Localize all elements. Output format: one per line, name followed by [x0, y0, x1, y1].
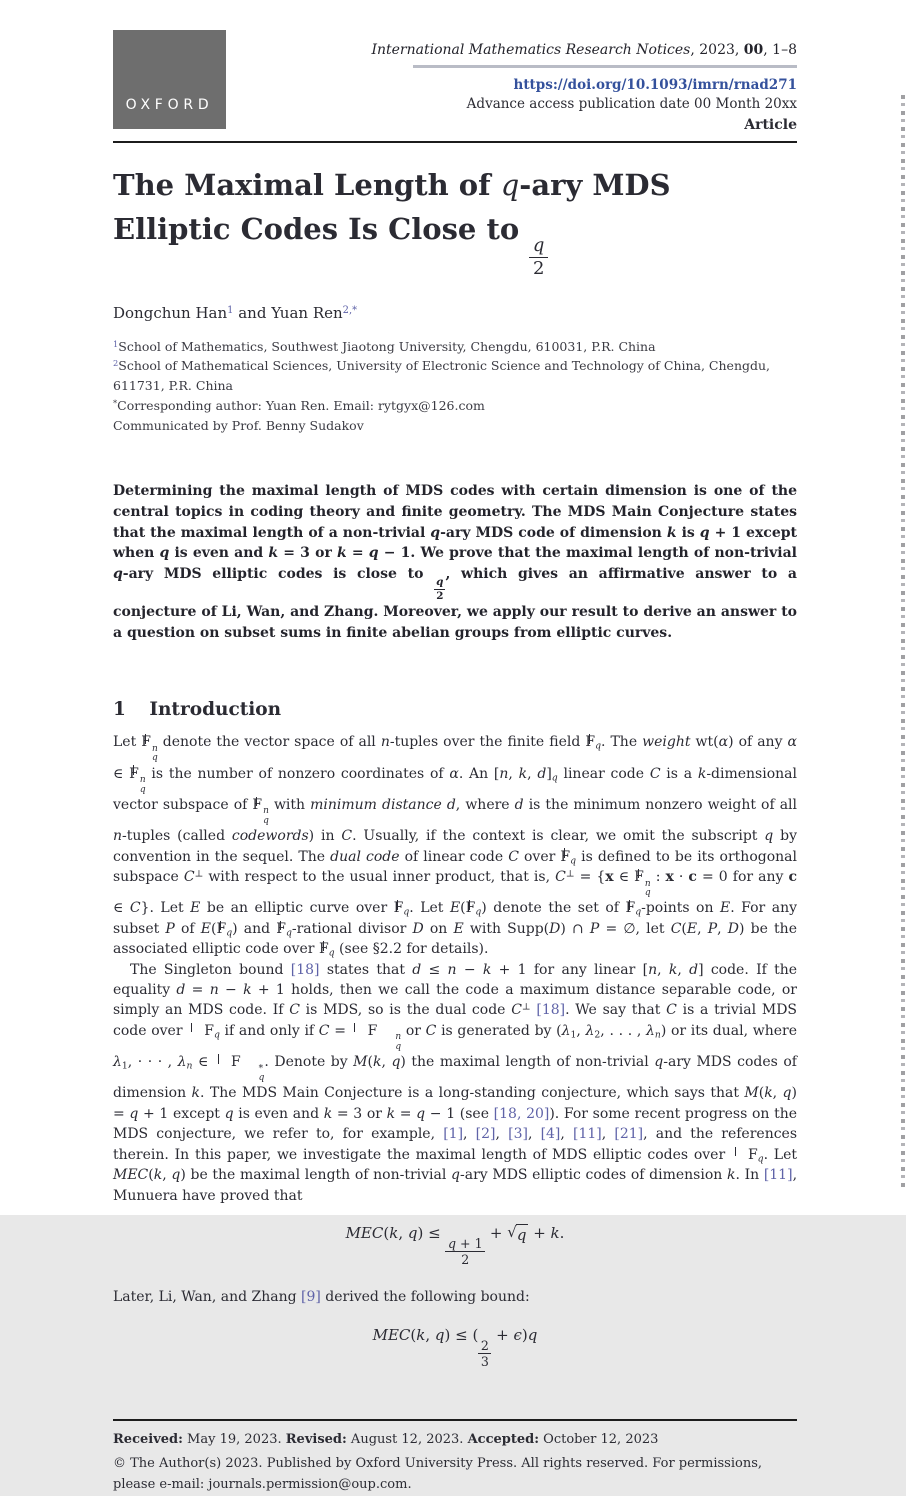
citation-link[interactable]: [4] — [540, 1126, 561, 1143]
article-type-label: Article — [744, 117, 797, 133]
later-bound-paragraph: Later, Li, Wan, and Zhang [9] derived the following bound: — [113, 1289, 530, 1306]
doi-link[interactable]: https://doi.org/10.1093/imrn/rnad271 — [513, 77, 797, 93]
citation-link[interactable]: [3] — [508, 1126, 528, 1143]
citation-link[interactable]: [18] — [536, 1002, 566, 1019]
oxford-logo-text: OXFORD — [125, 97, 214, 113]
citation-link[interactable]: [1] — [443, 1126, 464, 1143]
journal-citation: International Mathematics Research Notices, 2023, 00, 1–8 — [371, 42, 797, 58]
section-title: Introduction — [149, 699, 282, 721]
communicated-by-line: Communicated by Prof. Benny Sudakov — [113, 417, 364, 433]
section-number: 1 — [113, 699, 126, 721]
citation-link[interactable]: [11] — [573, 1126, 602, 1143]
citation-link[interactable]: 2 — [113, 358, 119, 369]
footer-rule — [113, 1419, 797, 1421]
citation-link[interactable]: 1 — [227, 304, 234, 316]
equation-li-wan-zhang-bound: MEC(k, q) ≤ ( $\frac{2}{3}$ + ϵ)q — [372, 1325, 538, 1369]
intro-paragraph-2: The Singleton bound [18] states that d ≤ n − k + 1 for any linear [n, k, d] code. If the equality d = n − k + 1 holds, then we call the code a maximum distance separable code, or simply an MDS code. If C is MDS, so is the dual code C⊥ [18]. We say that C is a trivial MDS code over $F_q$ if and only if C = F n q or C is generated by ($\lambda_1$, $\lambda_2$, . . . , $\lambda_n$) or its dual, where $\lambda_1$, · · · , $\lambda_n$ ∈ F * q . Denote by M(k, q) the maximal length of non-trivial q-ary MDS codes of dimension k. The MDS Main Conjecture is a long-standing conjecture, which says that M(k, q) = q + 1 except q is even and k = 3 or k = q − 1 (see [18, 20]). For some recent progress on the MDS conjecture, we refer to, for example, [1], [2], [3], [4], [11], [21], and the references therein. In this paper, we investigate the maximal length of MDS elliptic codes over $F_q$. Let MEC(k, q) be the maximal length of non-trivial q-ary MDS elliptic codes of dimension k. In [11], Munuera have proved that — [113, 961, 798, 1204]
citation-link[interactable]: 1 — [113, 338, 119, 349]
affiliations — [113, 337, 797, 436]
equation-munuera-bound: MEC(k, q) ≤ $\frac{q + 1}{2}$ + √ q + k. — [345, 1223, 565, 1268]
citation-link[interactable]: [9] — [301, 1289, 321, 1306]
citation-link[interactable]: [11] — [763, 1167, 793, 1184]
header-right — [371, 30, 797, 133]
citation-link[interactable]: [2] — [475, 1126, 496, 1143]
affiliation-2: $^2$School of Mathematical Sciences, University of Electronic Science and Technology of China, Chengdu, 611731, P.R. China — [113, 358, 771, 394]
intro-paragraph-1: Let F n q denote the vector space of all n-tuples over the finite field $F_q$. The weight wt(α) of any α ∈ F n q is the number of nonzero coordinates of α. An [n, k, $d]_q$ linear code C is a k-dimensional vector subspace of F n q with minimum distance d, where d is the minimum nonzero weight of all n-tuples (called codewords) in C. Usually, if the context is clear, we omit the subscript q by convention in the sequel. The dual code of linear code C over $F_q$ is defined to be its orthogonal subspace C⊥ with respect to the usual inner product, that is, C⊥ = {x ∈ F n q : x · c = 0 for any c ∈ C}. Let E be an elliptic curve over $F_q$. Let $E(F_q)$ denote the set of $F_q$-points on E. For any subset P of $E(F_q)$ and $F_q$-rational divisor D on E with Supp(D) ∩ P = ∅, let C(E, P, D) be the associated elliptic code over $F_q$ (see §2.2 for details). — [113, 734, 798, 959]
oxford-logo — [113, 30, 226, 129]
header — [113, 30, 797, 133]
citation-link[interactable]: 2,* — [342, 304, 358, 316]
paper-title: The Maximal Length of q-ary MDS Elliptic Codes Is Close to $\frac{q}{2}$ — [113, 168, 671, 280]
header-divider — [413, 65, 797, 68]
affiliation-1: $^1$School of Mathematics, Southwest Jiaotong University, Chengdu, 610031, P.R. China — [113, 338, 656, 354]
abstract: Determining the maximal length of MDS codes with certain dimension is one of the central topics in coding theory and finite geometry. The MDS Main Conjecture states that the maximal length of a non-trivial q-ary MDS code of dimension k is q + 1 except when q is even and k = 3 or k = q − 1. We prove that the maximal length of non-trivial q-ary MDS elliptic codes is close to $\frac{q}{2}$ , which gives an affirmative answer to a conjecture of Li, Wan, and Zhang. Moreover, we apply our result to derive an answer to a question on subset sums in finite abelian groups from elliptic curves. — [113, 483, 797, 641]
citation-link[interactable]: [21] — [614, 1126, 644, 1143]
corresponding-author-line: *Corresponding author: Yuan Ren. Email: rytgyx@126.com — [113, 397, 485, 413]
copyright-line: © The Author(s) 2023. Published by Oxford University Press. All rights reserved. For permissions, please e-mail: journals.permission@oup.com. — [113, 1456, 763, 1492]
edge-watermark-strip — [901, 95, 905, 1191]
authors-line: Dongchun Han$^1$ and Yuan Ren$^{2,*}$ — [113, 303, 358, 322]
citation-link[interactable]: [18] — [290, 961, 320, 978]
section-heading-introduction — [113, 699, 797, 720]
top-rule — [113, 141, 797, 143]
advance-access-line: Advance access publication date 00 Month 20xx — [466, 96, 797, 112]
citation-link[interactable]: [18, 20] — [493, 1105, 550, 1122]
received-line: Received: May 19, 2023. Revised: August 12, 2023. Accepted: October 12, 2023 — [113, 1432, 659, 1448]
